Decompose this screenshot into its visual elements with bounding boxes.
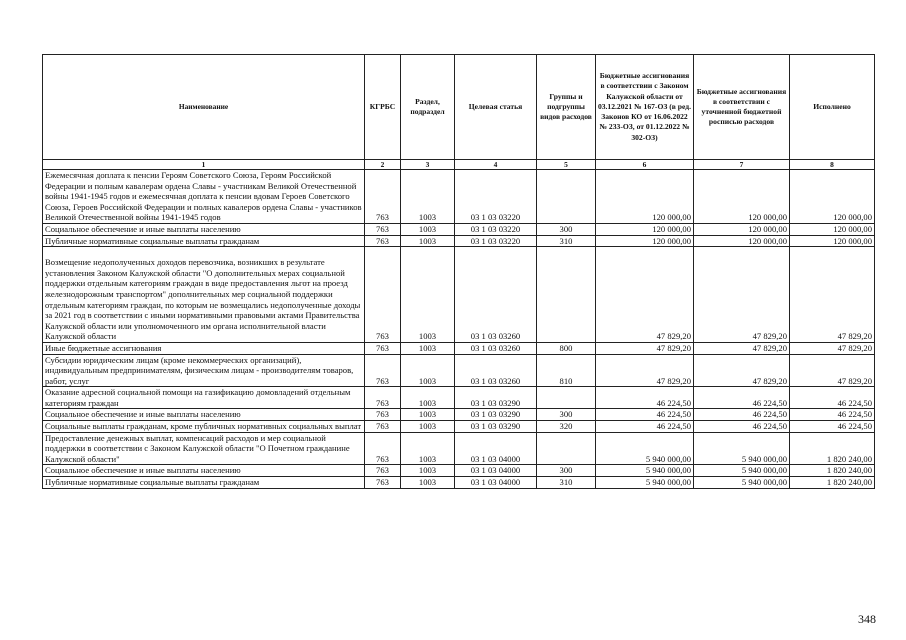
row-law-amount: 47 829,20 xyxy=(596,247,694,343)
row-name: Социальное обеспечение и иные выплаты населению xyxy=(43,409,365,421)
row-section: 1003 xyxy=(401,477,455,489)
budget-table xyxy=(42,54,875,489)
table-row xyxy=(43,409,875,421)
row-executed-amount: 47 829,20 xyxy=(790,247,875,343)
header-executed: Исполнено xyxy=(790,55,875,160)
row-name: Публичные нормативные социальные выплаты гражданам xyxy=(43,235,365,247)
row-executed-amount: 1 820 240,00 xyxy=(790,477,875,489)
row-refined-amount: 46 224,50 xyxy=(694,387,790,409)
row-executed-amount: 47 829,20 xyxy=(790,342,875,354)
row-name: Социальное обеспечение и иные выплаты населению xyxy=(43,465,365,477)
row-target: 03 1 03 04000 xyxy=(455,477,537,489)
row-section: 1003 xyxy=(401,387,455,409)
table-row xyxy=(43,223,875,235)
row-law-amount: 46 224,50 xyxy=(596,421,694,433)
row-group: 310 xyxy=(537,477,596,489)
row-refined-amount: 120 000,00 xyxy=(694,223,790,235)
row-group xyxy=(537,247,596,343)
table-row xyxy=(43,354,875,387)
column-number: 7 xyxy=(694,160,790,170)
row-law-amount: 46 224,50 xyxy=(596,409,694,421)
row-executed-amount: 120 000,00 xyxy=(790,170,875,224)
row-refined-amount: 5 940 000,00 xyxy=(694,432,790,465)
row-section: 1003 xyxy=(401,342,455,354)
row-refined-amount: 47 829,20 xyxy=(694,342,790,354)
row-law-amount: 120 000,00 xyxy=(596,223,694,235)
table-row xyxy=(43,387,875,409)
row-group: 320 xyxy=(537,421,596,433)
row-kgrbs: 763 xyxy=(365,409,401,421)
column-number: 3 xyxy=(401,160,455,170)
row-kgrbs: 763 xyxy=(365,421,401,433)
row-group: 800 xyxy=(537,342,596,354)
row-name: Оказание адресной социальной помощи на газификацию домовладений отдельным категориям граждан xyxy=(43,387,365,409)
row-target: 03 1 03 03260 xyxy=(455,247,537,343)
table-row xyxy=(43,421,875,433)
row-law-amount: 120 000,00 xyxy=(596,235,694,247)
row-section: 1003 xyxy=(401,432,455,465)
row-section: 1003 xyxy=(401,247,455,343)
table-row xyxy=(43,342,875,354)
row-kgrbs: 763 xyxy=(365,477,401,489)
row-target: 03 1 03 03220 xyxy=(455,235,537,247)
row-target: 03 1 03 03290 xyxy=(455,409,537,421)
row-section: 1003 xyxy=(401,409,455,421)
row-kgrbs: 763 xyxy=(365,247,401,343)
column-number: 6 xyxy=(596,160,694,170)
header-section: Раздел, подраздел xyxy=(401,55,455,160)
row-group xyxy=(537,432,596,465)
row-law-amount: 47 829,20 xyxy=(596,354,694,387)
column-number: 4 xyxy=(455,160,537,170)
row-name: Предоставление денежных выплат, компенсаций расходов и мер социальной поддержки в соответствии с Законом Калужской области "О Почетном гражданине Калужской области" xyxy=(43,432,365,465)
row-name: Возмещение недополученных доходов перевозчика, возникших в результате установления Законом Калужской области "О дополнительных мерах социальной поддержки отдельным категориям граждан в виде предоставления льгот на проезд железнодорожным транспортом" дополнительных мер социальной поддержки отдельным категориям граждан, по которым не возмещались недополученные доходы за 2021 год в соответствии с иными нормативными правовыми актами Правительства Калужской области или уполномоченного им органа исполнительной власти Калужской области xyxy=(43,247,365,343)
row-kgrbs: 763 xyxy=(365,465,401,477)
row-executed-amount: 46 224,50 xyxy=(790,387,875,409)
row-target: 03 1 03 04000 xyxy=(455,432,537,465)
row-section: 1003 xyxy=(401,465,455,477)
row-law-amount: 5 940 000,00 xyxy=(596,477,694,489)
row-refined-amount: 46 224,50 xyxy=(694,409,790,421)
row-kgrbs: 763 xyxy=(365,342,401,354)
row-group xyxy=(537,170,596,224)
row-name: Субсидии юридическим лицам (кроме некоммерческих организаций), индивидуальным предпринимателям, физическим лицам - производителям товаров, работ, услуг xyxy=(43,354,365,387)
row-target: 03 1 03 03260 xyxy=(455,354,537,387)
column-numbers-row xyxy=(43,160,875,170)
row-section: 1003 xyxy=(401,354,455,387)
page-number: 348 xyxy=(858,612,876,626)
row-section: 1003 xyxy=(401,170,455,224)
row-section: 1003 xyxy=(401,223,455,235)
table-row xyxy=(43,247,875,343)
row-group: 300 xyxy=(537,409,596,421)
row-name: Ежемесячная доплата к пенсии Героям Советского Союза, Героям Российской Федерации и полным кавалерам ордена Славы - участникам Великой Отечественной войны 1941-1945 годов и ежемесячная доплата к пенсии вдовам Героев Советского Союза, Героев Российской Федерации и полных кавалеров ордена Славы - участников Великой Отечественной войны 1941-1945 годов xyxy=(43,170,365,224)
header-name: Наименование xyxy=(43,55,365,160)
row-law-amount: 5 940 000,00 xyxy=(596,465,694,477)
row-kgrbs: 763 xyxy=(365,354,401,387)
row-group: 810 xyxy=(537,354,596,387)
column-number: 8 xyxy=(790,160,875,170)
row-group: 310 xyxy=(537,235,596,247)
row-executed-amount: 47 829,20 xyxy=(790,354,875,387)
row-refined-amount: 120 000,00 xyxy=(694,235,790,247)
row-executed-amount: 46 224,50 xyxy=(790,409,875,421)
row-section: 1003 xyxy=(401,421,455,433)
row-law-amount: 5 940 000,00 xyxy=(596,432,694,465)
row-target: 03 1 03 03220 xyxy=(455,223,537,235)
row-refined-amount: 5 940 000,00 xyxy=(694,465,790,477)
row-refined-amount: 5 940 000,00 xyxy=(694,477,790,489)
row-group: 300 xyxy=(537,465,596,477)
row-target: 03 1 03 03290 xyxy=(455,387,537,409)
row-name: Публичные нормативные социальные выплаты гражданам xyxy=(43,477,365,489)
row-target: 03 1 03 03290 xyxy=(455,421,537,433)
row-name: Социальные выплаты гражданам, кроме публичных нормативных социальных выплат xyxy=(43,421,365,433)
row-refined-amount: 47 829,20 xyxy=(694,354,790,387)
row-group xyxy=(537,387,596,409)
row-kgrbs: 763 xyxy=(365,387,401,409)
header-refined: Бюджетные ассигнования в соответствии с уточненной бюджетной росписью расходов xyxy=(694,55,790,160)
row-refined-amount: 46 224,50 xyxy=(694,421,790,433)
row-target: 03 1 03 03260 xyxy=(455,342,537,354)
row-executed-amount: 46 224,50 xyxy=(790,421,875,433)
row-kgrbs: 763 xyxy=(365,223,401,235)
row-law-amount: 120 000,00 xyxy=(596,170,694,224)
row-executed-amount: 120 000,00 xyxy=(790,235,875,247)
header-group: Группы и подгруппы видов расходов xyxy=(537,55,596,160)
column-number: 1 xyxy=(43,160,365,170)
row-kgrbs: 763 xyxy=(365,432,401,465)
table-row xyxy=(43,432,875,465)
row-refined-amount: 47 829,20 xyxy=(694,247,790,343)
table-row xyxy=(43,477,875,489)
table-row xyxy=(43,235,875,247)
row-name: Социальное обеспечение и иные выплаты населению xyxy=(43,223,365,235)
row-group: 300 xyxy=(537,223,596,235)
column-number: 5 xyxy=(537,160,596,170)
header-target: Целевая статья xyxy=(455,55,537,160)
table-row xyxy=(43,465,875,477)
row-kgrbs: 763 xyxy=(365,170,401,224)
row-executed-amount: 1 820 240,00 xyxy=(790,432,875,465)
row-kgrbs: 763 xyxy=(365,235,401,247)
row-executed-amount: 120 000,00 xyxy=(790,223,875,235)
header-row xyxy=(43,55,875,160)
row-section: 1003 xyxy=(401,235,455,247)
row-refined-amount: 120 000,00 xyxy=(694,170,790,224)
row-law-amount: 46 224,50 xyxy=(596,387,694,409)
row-target: 03 1 03 04000 xyxy=(455,465,537,477)
row-name: Иные бюджетные ассигнования xyxy=(43,342,365,354)
row-executed-amount: 1 820 240,00 xyxy=(790,465,875,477)
row-law-amount: 47 829,20 xyxy=(596,342,694,354)
header-law: Бюджетные ассигнования в соответствии с Законом Калужской области от 03.12.2021 № 167-ОЗ (в ред. Законов КО от 16.06.2022 № 233-ОЗ, от 01.12.2022 № 302-ОЗ) xyxy=(596,55,694,160)
row-target: 03 1 03 03220 xyxy=(455,170,537,224)
column-number: 2 xyxy=(365,160,401,170)
header-kgrbs: КГРБС xyxy=(365,55,401,160)
table-row xyxy=(43,170,875,224)
